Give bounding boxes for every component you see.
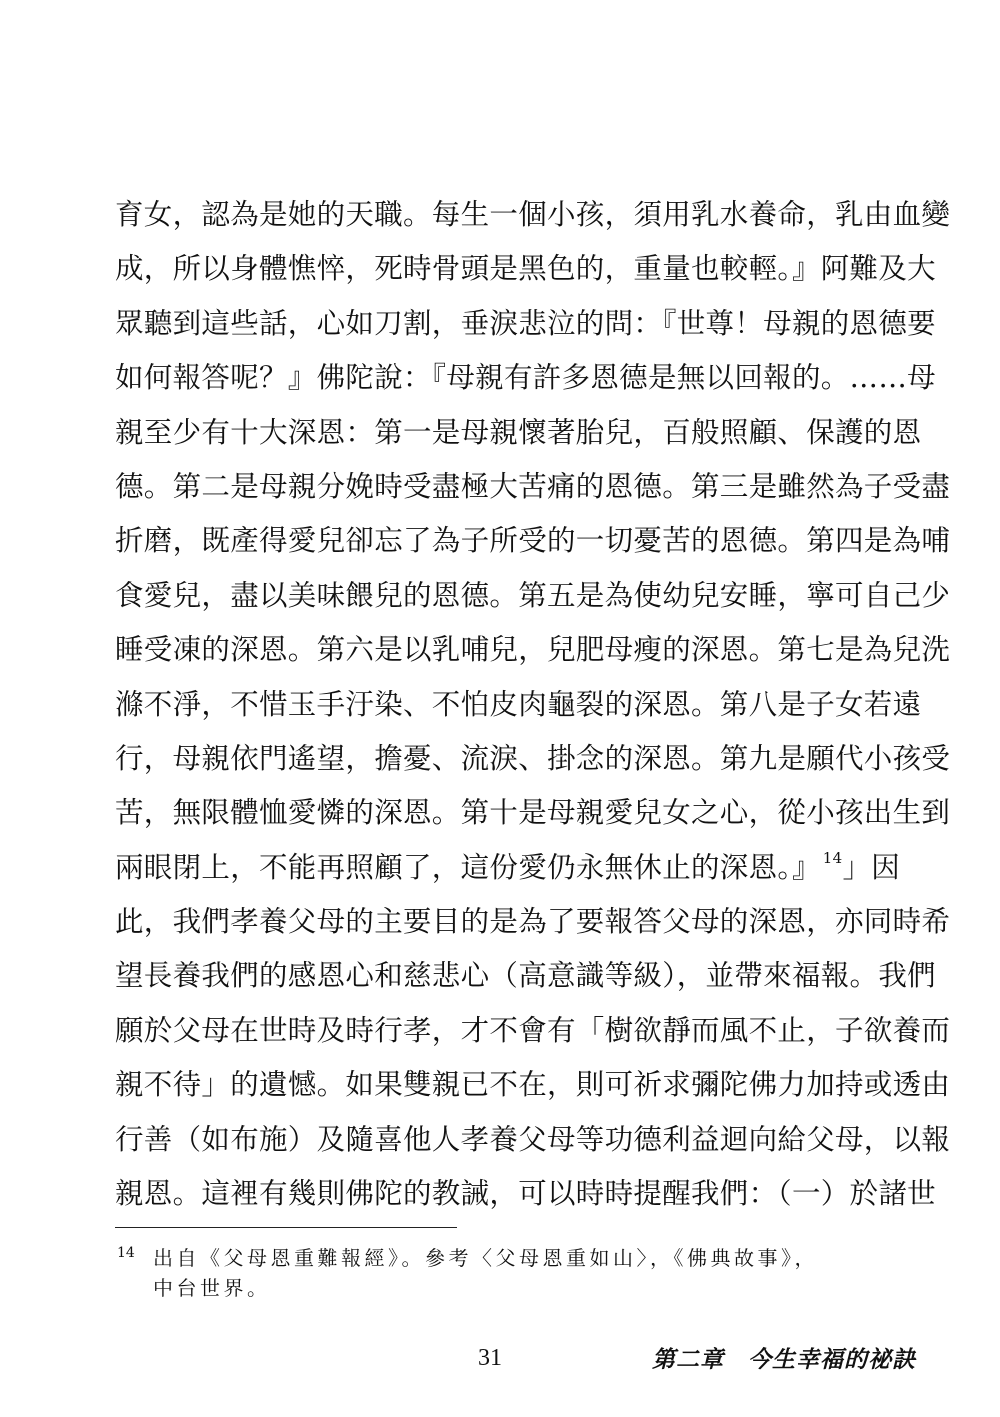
text-line: 折磨，既產得愛兒卻忘了為子所受的一切憂苦的恩德。第四是為哺	[115, 524, 951, 558]
text-line: 如何報答呢？』佛陀說：『母親有許多恩德是無以回報的。……母	[115, 361, 936, 395]
text-line: 成，所以身體憔悴，死時骨頭是黑色的，重量也較輕。』阿難及大	[115, 252, 936, 286]
text-line: 望長養我們的感恩心和慈悲心（高意識等級），並帶來福報。我們	[115, 959, 936, 993]
footnote-number: 14	[117, 1245, 135, 1261]
text-segment: 」因	[842, 850, 901, 884]
page-number: 31	[478, 1345, 502, 1371]
text-line: 苦，無限體恤愛憐的深恩。第十是母親愛兒女之心，從小孩出生到	[115, 796, 951, 830]
text-line: 親恩。這裡有幾則佛陀的教誡，可以時時提醒我們：（一）於諸世	[115, 1177, 936, 1211]
running-head: 第二章 今生幸福的祕訣	[652, 1347, 916, 1373]
text-line: 眾聽到這些話，心如刀割，垂淚悲泣的問：『世尊！母親的恩德要	[115, 306, 936, 340]
body-text	[115, 188, 951, 1221]
text-line-with-footnote	[115, 841, 901, 895]
footnote-text: 中台世界。	[153, 1276, 271, 1300]
footnote-separator	[115, 1227, 457, 1228]
text-line: 願於父母在世時及時行孝，才不會有「樹欲靜而風不止，子欲養而	[115, 1013, 951, 1047]
text-line: 滌不淨，不惜玉手汙染、不怕皮肉龜裂的深恩。第八是子女若遠	[115, 687, 922, 721]
text-line: 親不待」的遺憾。如果雙親已不在，則可祈求彌陀佛力加持或透由	[115, 1068, 951, 1102]
text-line: 睡受凍的深恩。第六是以乳哺兒，兒肥母瘦的深恩。第七是為兒洗	[115, 633, 951, 667]
text-line: 親至少有十大深恩：第一是母親懷著胎兒，百般照顧、保護的恩	[115, 415, 922, 449]
footnote	[117, 1243, 897, 1303]
text-line: 食愛兒，盡以美味餵兒的恩德。第五是為使幼兒安睡，寧可自己少	[115, 578, 951, 612]
text-line: 行，母親依門遙望，擔憂、流淚、掛念的深恩。第九是願代小孩受	[115, 741, 951, 775]
footnote-text: 出自《父母恩重難報經》。參考〈父母恩重如山〉，《佛典故事》，	[153, 1246, 818, 1270]
footnote-reference[interactable]: 14	[822, 848, 843, 867]
text-line: 育女，認為是她的天職。每生一個小孩，須用乳水養命，乳由血變	[115, 198, 951, 231]
text-line: 行善（如布施）及隨喜他人孝養父母等功德利益迴向給父母，以報	[115, 1122, 951, 1156]
text-segment: 兩眼閉上，不能再照顧了，這份愛仍永無休止的深恩。』	[115, 850, 821, 884]
text-line: 德。第二是母親分娩時受盡極大苦痛的恩德。第三是雖然為子受盡	[115, 469, 951, 503]
text-line: 此，我們孝養父母的主要目的是為了要報答父母的深恩，亦同時希	[115, 905, 951, 939]
